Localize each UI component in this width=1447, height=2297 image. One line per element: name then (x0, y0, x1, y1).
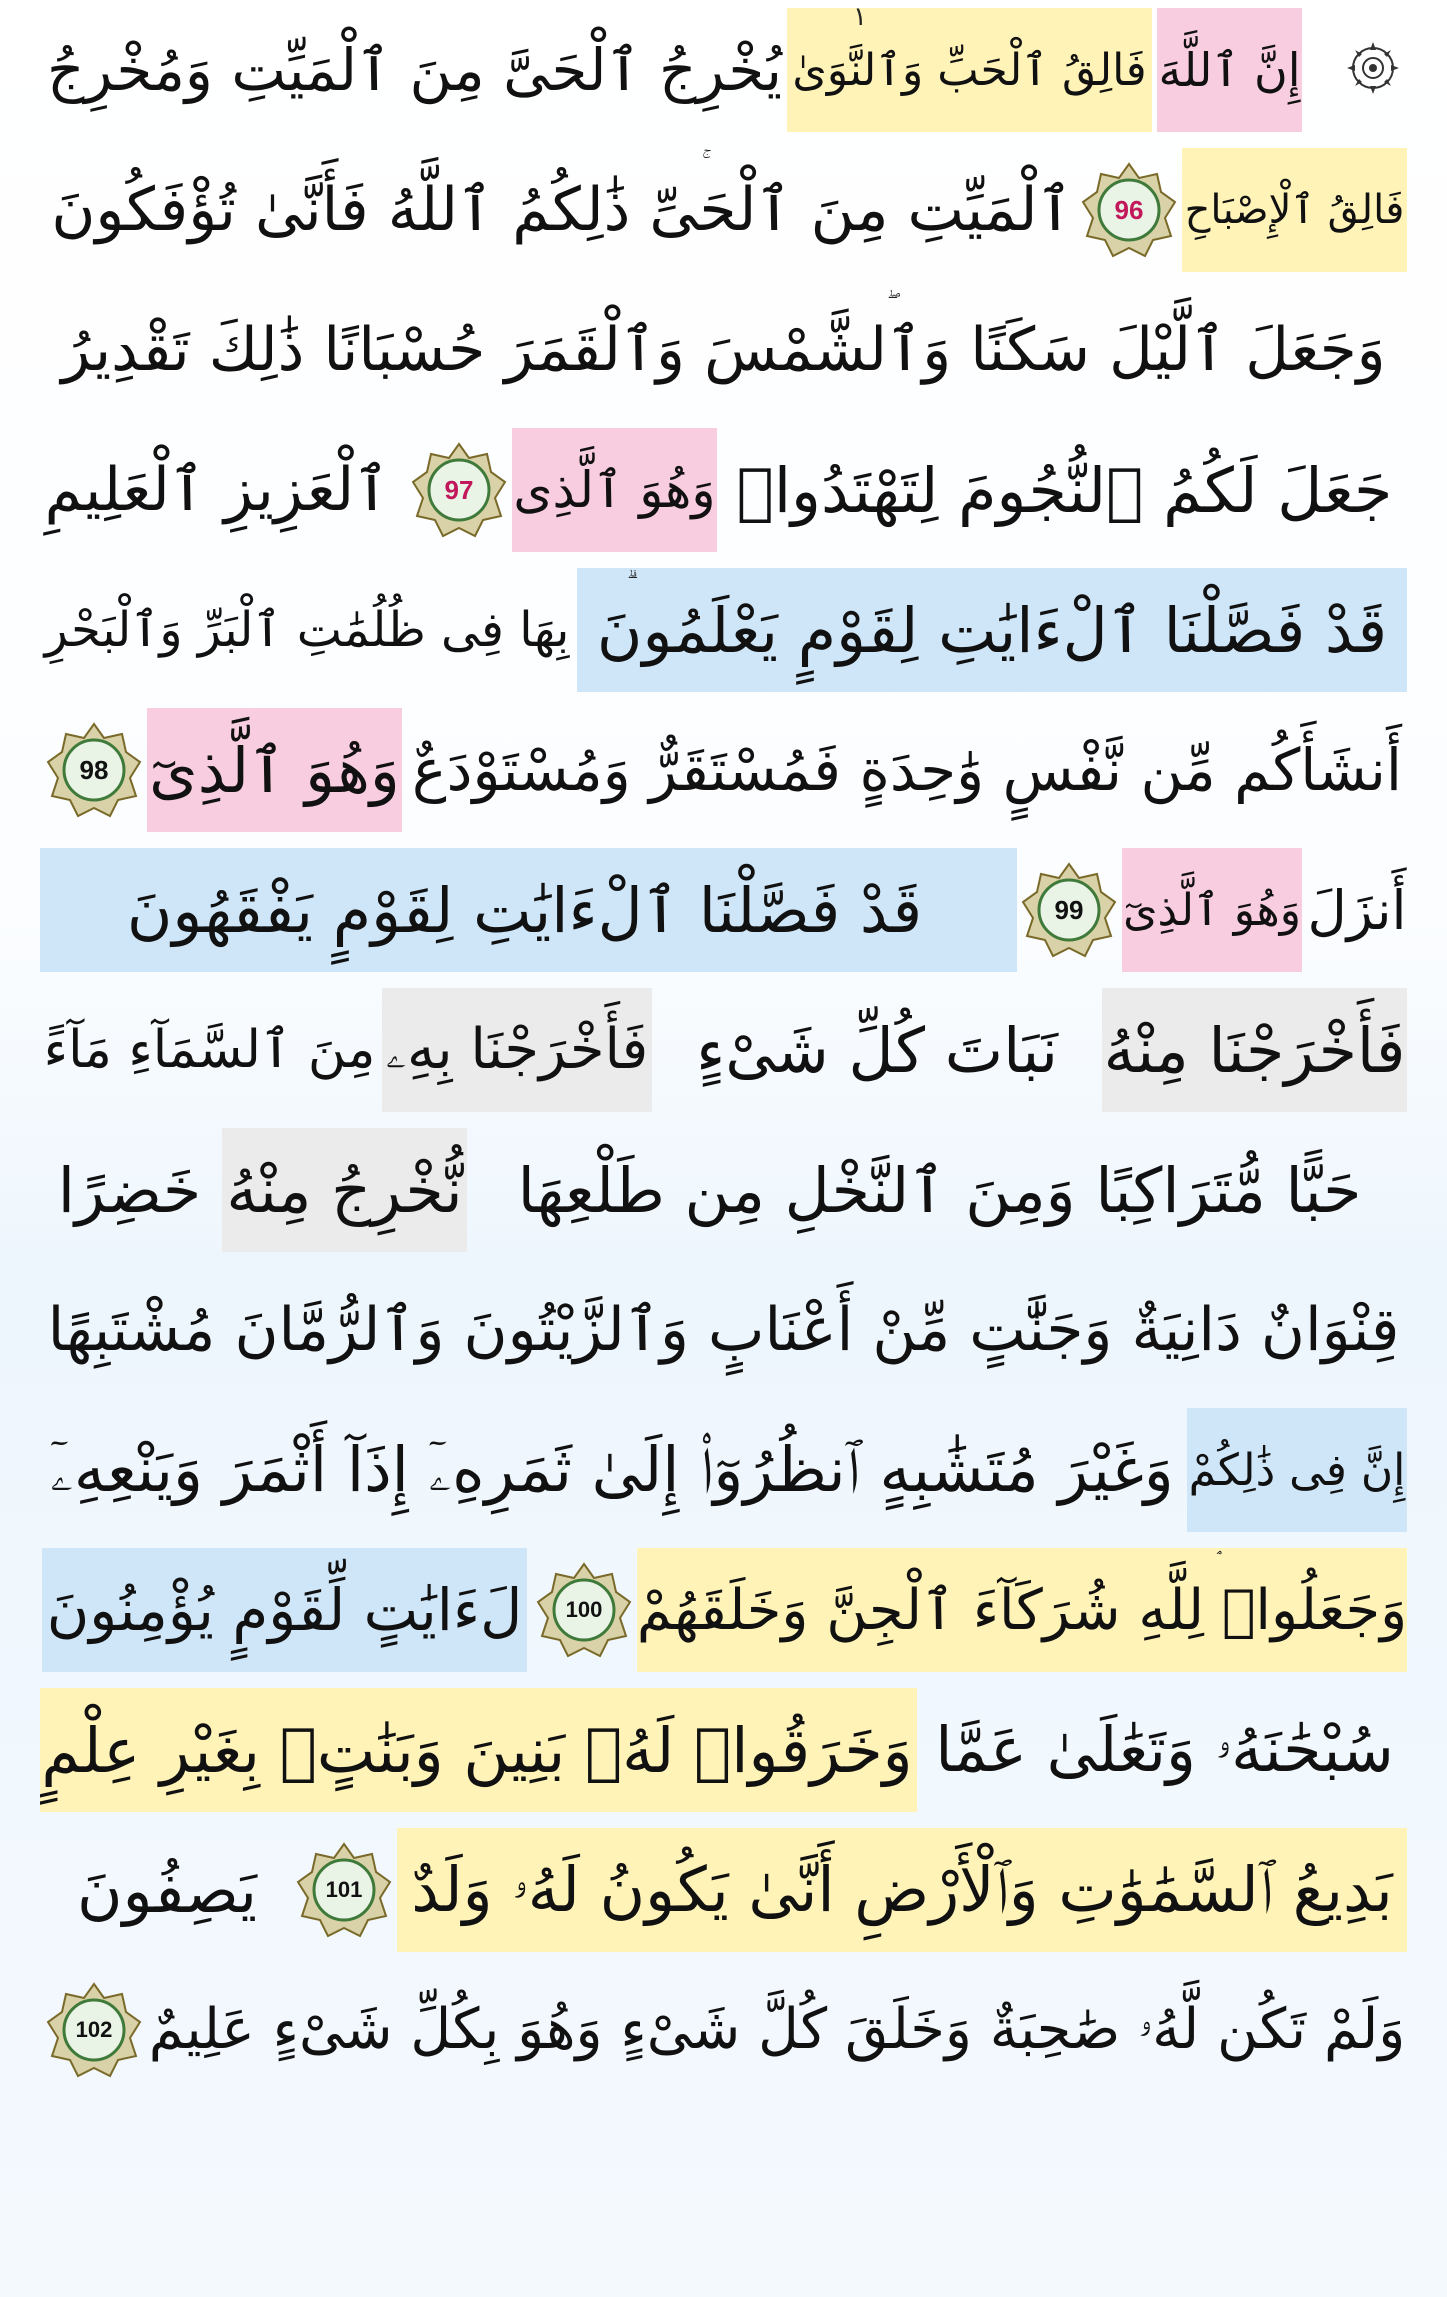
rosette-ornament-icon (1345, 40, 1401, 96)
verse-marker (46, 722, 142, 818)
highlight-segment: نُّخْرِجُ مِنْهُ (222, 1128, 467, 1252)
highlight-segment: قَدْ فَصَّلْنَا ٱلْءَايَٰتِ لِقَوْمٍ يَفْقَهُونَ (40, 848, 1017, 972)
highlight-segment: فَأَخْرَجْنَا بِهِۦ (382, 988, 652, 1112)
text-line-7 (40, 840, 1407, 980)
text-segment: بِهَا فِى ظُلُمَٰتِ ٱلْبَرِّ وَٱلْبَحْرِ (44, 602, 570, 658)
text-segment: سُبْحَٰنَهُۥ وَتَعَٰلَىٰ عَمَّا (935, 1713, 1394, 1786)
text-segment: ٱلْعَزِيزِ ٱلْعَلِيمِ (44, 455, 390, 525)
text-segment: نَبَاتَ كُلِّ شَىْءٍ (696, 1013, 1058, 1087)
text-segment: خَضِرًا (57, 1153, 202, 1227)
verse-number: 100 (565, 1597, 603, 1622)
highlight-segment: قَدْ فَصَّلْنَا ٱلْءَايَٰتِ لِقَوْمٍ يَعْلَمُونَ (577, 568, 1407, 692)
text-segment: مِنَ ٱلسَّمَآءِ مَآءً (43, 1020, 376, 1080)
verse-marker (1021, 862, 1117, 958)
highlight-segment: فَالِقُ ٱلْإِصْبَاحِ (1182, 148, 1407, 272)
text-segment: ٱلْمَيِّتِ مِنَ ٱلْحَىِّ ذَٰلِكُمُ ٱللَّهُ فَأَنَّىٰ تُؤْفَكُونَ (51, 175, 1073, 245)
highlight-segment: إِنَّ ٱللَّهَ (1157, 8, 1302, 132)
verse-number: 98 (79, 754, 109, 785)
text-line-10 (40, 1260, 1407, 1400)
verse-number: 102 (75, 2017, 113, 2042)
verse-number: 97 (444, 474, 474, 505)
text-line-2 (40, 140, 1407, 280)
text-segment: حَبًّا مُّتَرَاكِبًا وَمِنَ ٱلنَّخْلِ مِن طَلْعِهَا (517, 1153, 1362, 1227)
text-segment: يَصِفُونَ (77, 1853, 257, 1927)
highlight-segment: إِنَّ فِى ذَٰلِكُمْ (1187, 1408, 1407, 1532)
highlight-segment: فَالِقُ ٱلْحَبِّ وَٱلنَّوَىٰ (787, 8, 1152, 132)
verse-number: 101 (325, 1877, 363, 1902)
highlight-segment: فَأَخْرَجْنَا مِنْهُ (1102, 988, 1407, 1112)
highlight-segment: وَهُوَ ٱلَّذِى (512, 428, 717, 552)
text-segment: أَنزَلَ (1307, 878, 1407, 942)
highlight-segment: وَهُوَ ٱلَّذِىٓ (1122, 848, 1302, 972)
text-line-12 (40, 1540, 1407, 1680)
text-line-4 (40, 420, 1407, 560)
verse-marker (296, 1842, 392, 1938)
highlight-segment: بَدِيعُ ٱلسَّمَٰوَٰتِ وَٱلْأَرْضِ أَنَّىٰ يَكُونُ لَهُۥ وَلَدٌ (397, 1828, 1407, 1952)
highlight-segment: لَءَايَٰتٍ لِّقَوْمٍ يُؤْمِنُونَ (42, 1548, 527, 1672)
text-line-9 (40, 1120, 1407, 1260)
highlight-segment: وَجَعَلُوا۟ لِلَّهِ شُرَكَآءَ ٱلْجِنَّ وَخَلَقَهُمْ (637, 1548, 1407, 1672)
text-segment: أَنشَأَكُم مِّن نَّفْسٍ وَٰحِدَةٍ فَمُسْتَقَرٌّ وَمُسْتَوْدَعٌ (412, 736, 1402, 804)
verse-number: 99 (1054, 894, 1084, 925)
text-segment: جَعَلَ لَكُمُ ٱلنُّجُومَ لِتَهْتَدُوا۟ (736, 453, 1393, 527)
text-segment: وَغَيْرَ مُتَشَٰبِهٍ ٱنظُرُوٓا۟ إِلَىٰ ثَمَرِهِۦٓ إِذَآ أَثْمَرَ وَيَنْعِهِۦٓ (50, 1433, 1174, 1506)
text-line-11 (40, 1400, 1407, 1540)
verse-marker (46, 1982, 142, 2078)
ayah-number-small: ١ (853, 2, 867, 32)
text-line-15 (40, 1960, 1407, 2100)
verse-marker (1081, 162, 1177, 258)
text-segment: وَجَعَلَ ٱلَّيْلَ سَكَنًا وَٱلشَّمْسَ وَٱلْقَمَرَ حُسْبَانًا ذَٰلِكَ تَقْدِيرُ (61, 315, 1386, 385)
highlight-segment: وَهُوَ ٱلَّذِىٓ (147, 708, 402, 832)
text-line-14 (40, 1820, 1407, 1960)
text-line-8 (40, 980, 1407, 1120)
text-line-1 (40, 0, 1407, 140)
verse-marker (411, 442, 507, 538)
text-line-3 (40, 280, 1407, 420)
text-line-5 (40, 560, 1407, 700)
verse-marker (536, 1562, 632, 1658)
text-segment: يُخْرِجُ ٱلْحَىَّ مِنَ ٱلْمَيِّتِ وَمُخْرِجُ (46, 36, 783, 104)
text-segment: قِنْوَانٌ دَانِيَةٌ وَجَنَّٰتٍ مِّنْ أَعْنَابٍ وَٱلزَّيْتُونَ وَٱلرُّمَّانَ مُشْتَبِهًا (47, 1295, 1400, 1365)
verse-number: 96 (1114, 194, 1144, 225)
text-line-13 (40, 1680, 1407, 1820)
highlight-segment: وَخَرَقُوا۟ لَهُۥ بَنِينَ وَبَنَٰتٍۭ بِغَيْرِ عِلْمٍ (40, 1688, 917, 1812)
text-segment: وَلَمْ تَكُن لَّهُۥ صَٰحِبَةٌ وَخَلَقَ كُلَّ شَىْءٍ وَهُوَ بِكُلِّ شَىْءٍ عَلِيمٌ (148, 1997, 1406, 2062)
text-line-6 (40, 700, 1407, 840)
